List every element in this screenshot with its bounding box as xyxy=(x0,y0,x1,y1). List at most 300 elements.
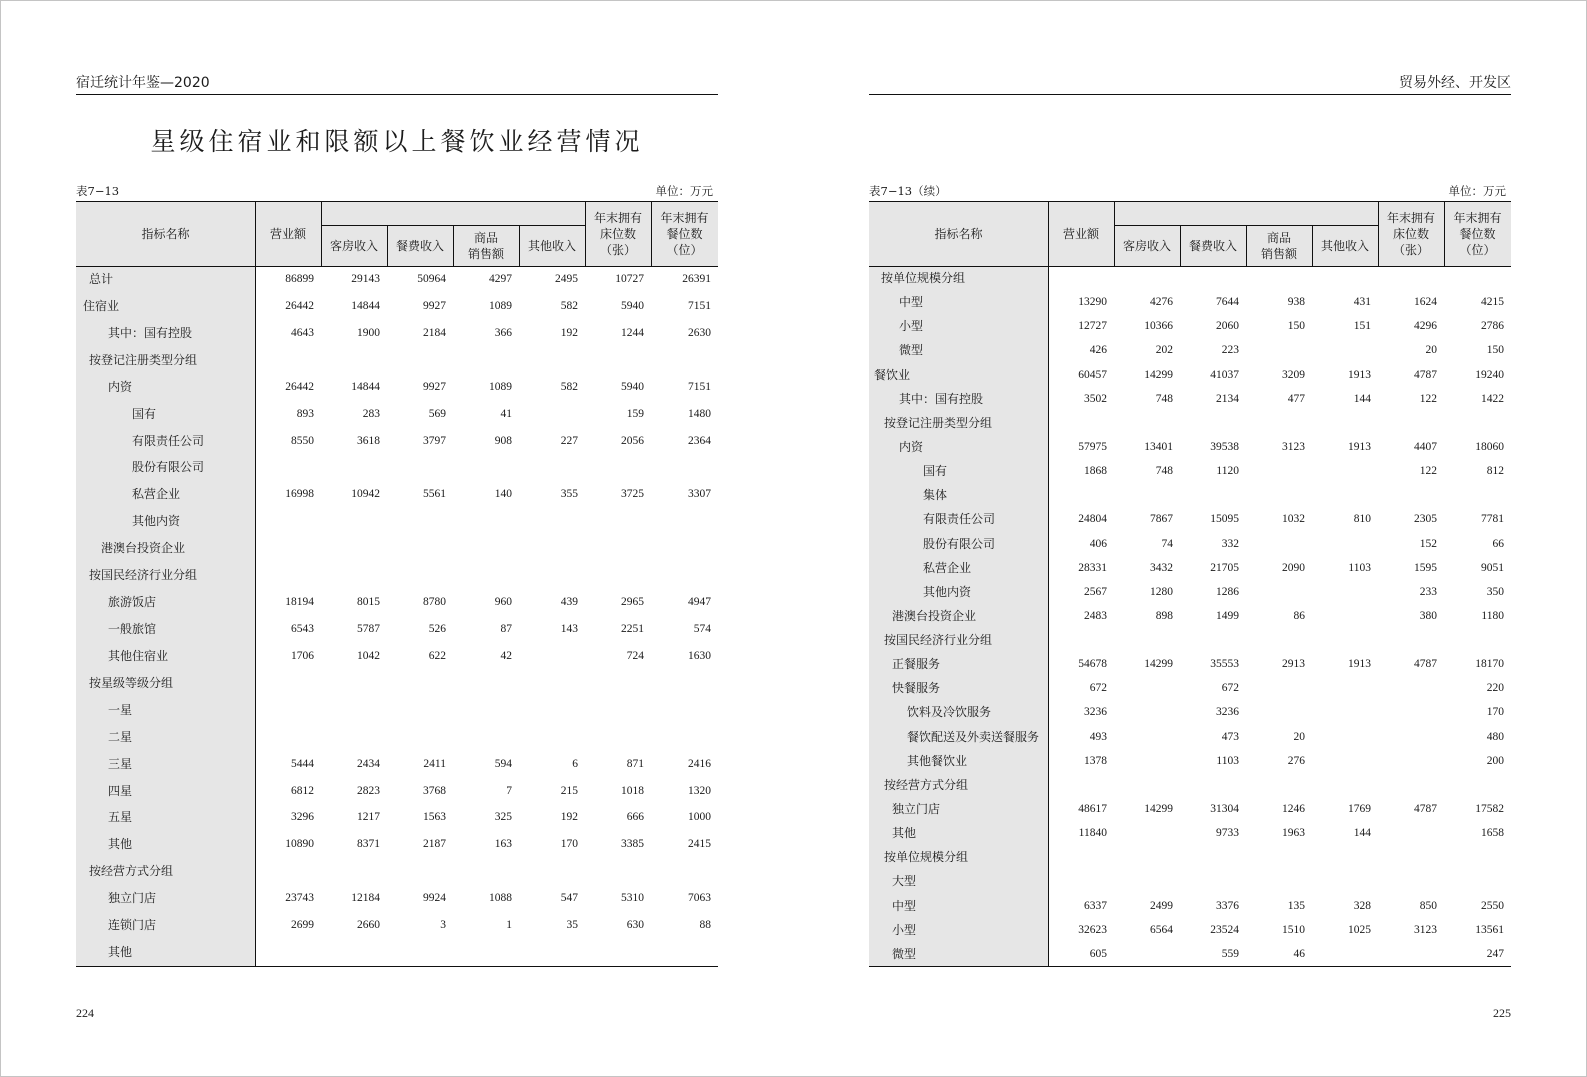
cell-food-income: 7644 xyxy=(1216,296,1239,309)
cell-beds: 3725 xyxy=(621,488,644,501)
cell-revenue: 12727 xyxy=(1078,320,1107,333)
cell-goods-sales: 1510 xyxy=(1282,923,1305,936)
cell-room-income: 13401 xyxy=(1144,440,1173,453)
cell-revenue: 10890 xyxy=(285,838,314,851)
cell-food-income: 1499 xyxy=(1216,609,1239,622)
cell-goods-sales: 1089 xyxy=(489,299,512,312)
unit-label: 单位：万元 xyxy=(655,184,713,198)
header-column-rule xyxy=(1444,201,1445,266)
cell-room-income: 4276 xyxy=(1150,296,1173,309)
cell-food-income: 9924 xyxy=(423,892,446,905)
cell-food-income: 39538 xyxy=(1210,440,1239,453)
unit-label: 单位：万元 xyxy=(1448,184,1506,198)
header-goods-sales-line: 商品 xyxy=(1266,230,1291,245)
cell-seats: 150 xyxy=(1486,344,1504,357)
row-label: 小型 xyxy=(899,319,924,334)
table-bottom-rule xyxy=(76,966,718,967)
cell-seats: 13561 xyxy=(1475,923,1504,936)
cell-other-income: 170 xyxy=(560,838,578,851)
table-row xyxy=(869,556,1511,580)
cell-revenue: 26442 xyxy=(285,299,314,312)
cell-seats: 220 xyxy=(1486,682,1504,695)
header-goods-sales-line: 商品 xyxy=(473,230,498,245)
cell-food-income: 1103 xyxy=(1216,754,1239,767)
cell-food-income: 2187 xyxy=(423,838,446,851)
header-room-income xyxy=(321,225,387,266)
cell-food-income: 23524 xyxy=(1210,923,1239,936)
cell-beds: 4787 xyxy=(1414,803,1437,816)
cell-goods-sales: 42 xyxy=(500,649,512,662)
header-goods-sales xyxy=(1246,225,1312,266)
table-row xyxy=(869,676,1511,700)
row-label: 中型 xyxy=(892,898,917,913)
statistics-table-continued xyxy=(869,201,1511,968)
cell-beds: 380 xyxy=(1419,609,1437,622)
cell-food-income: 3236 xyxy=(1216,706,1239,719)
cell-revenue: 605 xyxy=(1089,947,1107,960)
table-row xyxy=(76,939,718,966)
page-title: 星级住宿业和限额以上餐饮业经营情况 xyxy=(150,127,644,156)
cell-seats: 3307 xyxy=(688,488,711,501)
header-other-income xyxy=(1312,225,1378,266)
cell-room-income: 2823 xyxy=(357,784,380,797)
cell-seats: 574 xyxy=(693,623,711,635)
table-row xyxy=(76,454,718,481)
cell-beds: 122 xyxy=(1419,392,1437,405)
table-row xyxy=(76,481,718,508)
cell-revenue: 2483 xyxy=(1084,609,1107,622)
cell-seats: 350 xyxy=(1486,585,1504,598)
header-beds-line: （张） xyxy=(1392,242,1429,257)
cell-room-income: 8015 xyxy=(357,596,380,609)
cell-beds: 10727 xyxy=(615,273,644,285)
cell-revenue: 3236 xyxy=(1084,706,1107,719)
row-label: 餐饮配送及外卖送餐服务 xyxy=(907,729,1040,744)
cell-other-income: 582 xyxy=(560,380,578,393)
cell-other-income: 582 xyxy=(560,299,578,312)
cell-room-income: 1042 xyxy=(357,649,380,662)
table-row xyxy=(869,845,1511,869)
cell-seats: 1000 xyxy=(688,811,711,824)
cell-room-income: 10366 xyxy=(1144,320,1173,333)
header-revenue xyxy=(1048,201,1114,266)
cell-food-income: 672 xyxy=(1221,682,1239,695)
cell-room-income: 1217 xyxy=(357,811,380,824)
cell-revenue: 54678 xyxy=(1078,658,1107,671)
cell-beds: 5310 xyxy=(621,892,644,905)
header-beds-line: 床位数 xyxy=(599,226,636,241)
row-label: 内资 xyxy=(108,379,133,394)
table-row xyxy=(869,797,1511,821)
cell-food-income: 50964 xyxy=(417,273,446,285)
table-row xyxy=(76,266,718,293)
table-row xyxy=(76,912,718,939)
table-row xyxy=(76,697,718,724)
cell-goods-sales: 938 xyxy=(1287,296,1305,309)
cell-beds: 233 xyxy=(1419,585,1437,598)
row-label: 二星 xyxy=(108,729,133,744)
row-label: 大型 xyxy=(892,874,917,889)
cell-seats: 19240 xyxy=(1475,368,1504,381)
table-row xyxy=(76,535,718,562)
cell-beds: 3385 xyxy=(621,838,644,851)
cell-food-income: 2060 xyxy=(1216,320,1239,333)
cell-food-income: 1563 xyxy=(423,811,446,824)
row-label: 按国民经济行业分组 xyxy=(89,568,198,583)
table-row xyxy=(869,942,1511,966)
row-label: 股份有限公司 xyxy=(923,536,996,551)
cell-goods-sales: 163 xyxy=(494,838,512,851)
header-revenue xyxy=(255,201,321,266)
cell-room-income: 2434 xyxy=(357,757,380,770)
cell-goods-sales: 325 xyxy=(494,811,512,824)
cell-beds: 2965 xyxy=(621,596,644,609)
row-label: 国有 xyxy=(923,464,948,479)
cell-food-income: 9927 xyxy=(423,380,446,393)
table-row xyxy=(869,435,1511,459)
cell-beds: 1244 xyxy=(621,326,644,339)
table-row xyxy=(76,885,718,912)
cell-beds: 159 xyxy=(626,407,644,420)
cell-revenue: 26442 xyxy=(285,380,314,393)
cell-revenue: 16998 xyxy=(285,488,314,501)
row-label: 有限责任公司 xyxy=(923,512,996,527)
row-label: 连锁门店 xyxy=(108,918,157,933)
table-row xyxy=(76,670,718,697)
cell-beds: 2251 xyxy=(621,623,644,635)
table-body xyxy=(869,266,1511,966)
cell-seats: 247 xyxy=(1486,947,1504,960)
table-row xyxy=(869,869,1511,893)
cell-other-income: 151 xyxy=(1353,320,1371,333)
cell-beds: 152 xyxy=(1419,537,1437,550)
cell-beds: 1595 xyxy=(1414,561,1437,574)
cell-beds: 4296 xyxy=(1414,320,1437,333)
cell-goods-sales: 46 xyxy=(1293,947,1305,960)
header-revenue-label: 营业额 xyxy=(269,226,306,241)
cell-seats: 1630 xyxy=(688,649,711,662)
header-indicator xyxy=(76,201,255,266)
cell-revenue: 672 xyxy=(1089,682,1107,695)
header-goods-sales xyxy=(453,225,519,266)
header-column-rule xyxy=(1312,225,1313,266)
cell-food-income: 332 xyxy=(1221,537,1239,550)
header-column-rule xyxy=(1180,225,1181,266)
table-row xyxy=(76,428,718,455)
cell-goods-sales: 366 xyxy=(494,326,512,339)
table-bottom-rule xyxy=(869,966,1511,967)
header-column-rule xyxy=(1114,201,1115,266)
header-rule-right xyxy=(869,94,1511,95)
row-label: 三星 xyxy=(108,756,133,771)
row-label: 中型 xyxy=(899,295,924,310)
table-row xyxy=(76,320,718,347)
cell-revenue: 6543 xyxy=(291,623,314,635)
row-label: 餐饮业 xyxy=(874,367,911,382)
header-rule-left xyxy=(76,94,718,95)
table-row xyxy=(869,700,1511,724)
cell-revenue: 57975 xyxy=(1078,440,1107,453)
header-food-income xyxy=(387,225,453,266)
cell-food-income: 2134 xyxy=(1216,392,1239,405)
cell-room-income: 12184 xyxy=(351,892,380,905)
row-label: 独立门店 xyxy=(108,891,157,906)
cell-other-income: 1025 xyxy=(1348,923,1371,936)
cell-seats: 2550 xyxy=(1481,899,1504,912)
cell-revenue: 24804 xyxy=(1078,513,1107,526)
header-column-rule xyxy=(585,201,586,266)
cell-other-income: 547 xyxy=(560,892,578,905)
table-caption-right xyxy=(869,183,1511,199)
cell-food-income: 3 xyxy=(440,919,446,932)
row-label: 按星级等级分组 xyxy=(89,675,174,690)
header-room-income xyxy=(1114,225,1180,266)
cell-revenue: 406 xyxy=(1089,537,1107,550)
table-row xyxy=(76,508,718,535)
cell-room-income: 8371 xyxy=(357,838,380,851)
row-label: 一星 xyxy=(108,702,133,717)
cell-room-income: 14299 xyxy=(1144,368,1173,381)
cell-revenue: 86899 xyxy=(285,273,314,285)
header-column-rule xyxy=(453,225,454,266)
table-top-rule xyxy=(869,201,1511,202)
cell-revenue: 2699 xyxy=(291,919,314,932)
row-label: 按经营方式分组 xyxy=(884,777,969,792)
row-label: 小型 xyxy=(892,922,917,937)
cell-seats: 2416 xyxy=(688,757,711,770)
table-row xyxy=(869,652,1511,676)
cell-food-income: 559 xyxy=(1221,947,1239,960)
header-seats-line: 餐位数 xyxy=(666,226,703,241)
header-other-income xyxy=(519,225,585,266)
table-row xyxy=(869,532,1511,556)
table-caption-left xyxy=(76,183,718,199)
cell-seats: 9051 xyxy=(1481,561,1504,574)
cell-other-income: 1913 xyxy=(1348,368,1371,381)
header-food-income xyxy=(1180,225,1246,266)
cell-revenue: 13290 xyxy=(1078,296,1107,309)
cell-goods-sales: 3123 xyxy=(1282,440,1305,453)
cell-food-income: 9927 xyxy=(423,299,446,312)
table-row xyxy=(869,459,1511,483)
header-seats xyxy=(1444,201,1511,266)
cell-revenue: 18194 xyxy=(285,596,314,609)
cell-room-income: 6564 xyxy=(1150,923,1173,936)
cell-goods-sales: 276 xyxy=(1287,754,1305,767)
cell-goods-sales: 1032 xyxy=(1282,513,1305,526)
cell-room-income: 2660 xyxy=(357,919,380,932)
cell-other-income: 355 xyxy=(560,488,578,501)
table-row xyxy=(76,293,718,320)
cell-seats: 170 xyxy=(1486,706,1504,719)
cell-goods-sales: 150 xyxy=(1287,320,1305,333)
cell-seats: 4947 xyxy=(688,596,711,609)
cell-beds: 4787 xyxy=(1414,658,1437,671)
header-seats-line: （位） xyxy=(1459,242,1496,257)
row-label: 独立门店 xyxy=(892,802,941,817)
header-beds-line: 床位数 xyxy=(1392,226,1429,241)
cell-other-income: 1769 xyxy=(1348,803,1371,816)
table-row xyxy=(869,918,1511,942)
cell-seats: 18060 xyxy=(1475,440,1504,453)
cell-food-income: 31304 xyxy=(1210,803,1239,816)
cell-beds: 4787 xyxy=(1414,368,1437,381)
row-label: 四星 xyxy=(108,783,133,798)
cell-room-income: 14844 xyxy=(351,380,380,393)
cell-goods-sales: 2913 xyxy=(1282,658,1305,671)
cell-food-income: 35553 xyxy=(1210,658,1239,671)
cell-room-income: 5787 xyxy=(357,623,380,635)
table-row xyxy=(76,347,718,374)
header-seats-line: 年末拥有 xyxy=(660,210,709,225)
cell-seats: 7151 xyxy=(688,299,711,312)
table-row xyxy=(76,804,718,831)
row-label: 按经营方式分组 xyxy=(89,864,174,879)
cell-other-income: 227 xyxy=(560,434,578,447)
table-row xyxy=(76,401,718,428)
row-label: 有限责任公司 xyxy=(132,433,205,448)
row-label: 按国民经济行业分组 xyxy=(884,633,993,648)
cell-revenue: 60457 xyxy=(1078,368,1107,381)
cell-other-income: 328 xyxy=(1353,899,1371,912)
cell-goods-sales: 1088 xyxy=(489,892,512,905)
cell-goods-sales: 4297 xyxy=(489,273,512,285)
cell-beds: 630 xyxy=(626,919,644,932)
header-income-group xyxy=(1114,201,1378,225)
cell-revenue: 28331 xyxy=(1078,561,1107,574)
row-label: 其他内资 xyxy=(132,514,181,529)
table-row xyxy=(76,589,718,616)
cell-goods-sales: 7 xyxy=(506,784,512,797)
cell-food-income: 3768 xyxy=(423,784,446,797)
cell-beds: 3123 xyxy=(1414,923,1437,936)
cell-revenue: 3296 xyxy=(291,811,314,824)
cell-other-income: 1913 xyxy=(1348,658,1371,671)
cell-seats: 7063 xyxy=(688,892,711,905)
cell-revenue: 8550 xyxy=(291,434,314,447)
header-column-rule xyxy=(321,201,322,266)
cell-beds: 1624 xyxy=(1414,296,1437,309)
cell-revenue: 493 xyxy=(1089,730,1107,743)
header-indicator xyxy=(869,201,1048,266)
header-column-rule xyxy=(1378,201,1379,266)
cell-room-income: 283 xyxy=(362,407,380,420)
cell-beds: 1018 xyxy=(621,784,644,797)
cell-beds: 2305 xyxy=(1414,513,1437,526)
cell-revenue: 893 xyxy=(296,407,314,420)
cell-other-income: 192 xyxy=(560,811,578,824)
cell-other-income: 144 xyxy=(1353,827,1371,840)
table-label: 表7−13 xyxy=(76,184,120,198)
cell-seats: 480 xyxy=(1486,730,1504,743)
cell-room-income: 202 xyxy=(1155,344,1173,357)
table-body xyxy=(76,266,718,966)
header-seats-line: 餐位数 xyxy=(1459,226,1496,241)
table-label: 表7−13（续） xyxy=(869,184,947,198)
header-beds-line: 年末拥有 xyxy=(593,210,642,225)
cell-room-income: 748 xyxy=(1155,392,1173,405)
row-label: 其他 xyxy=(892,826,917,841)
row-label: 其中：国有控股 xyxy=(108,325,193,340)
cell-goods-sales: 477 xyxy=(1287,392,1305,405)
table-row xyxy=(76,751,718,778)
row-label: 国有 xyxy=(132,406,157,421)
cell-goods-sales: 2090 xyxy=(1282,561,1305,574)
cell-revenue: 5444 xyxy=(291,757,314,770)
row-label: 其他住宿业 xyxy=(108,648,169,663)
row-label: 其他餐饮业 xyxy=(907,753,968,768)
cell-goods-sales: 86 xyxy=(1293,609,1305,622)
row-label: 私营企业 xyxy=(923,560,972,575)
row-label: 其他 xyxy=(108,837,133,852)
header-goods-sales-line: 销售额 xyxy=(1260,246,1297,261)
cell-room-income: 14299 xyxy=(1144,803,1173,816)
cell-other-income: 439 xyxy=(560,596,578,609)
cell-revenue: 426 xyxy=(1089,344,1107,357)
cell-room-income: 2499 xyxy=(1150,899,1173,912)
page-number-left: 224 xyxy=(76,1006,94,1020)
cell-seats: 66 xyxy=(1492,537,1504,550)
row-label: 其中：国有控股 xyxy=(899,391,984,406)
table-row xyxy=(869,894,1511,918)
row-label: 总计 xyxy=(89,272,114,286)
cell-food-income: 2184 xyxy=(423,326,446,339)
header-food-income-label: 餐费收入 xyxy=(1188,238,1237,253)
table-row xyxy=(869,387,1511,411)
header-room-income-label: 客房收入 xyxy=(1122,238,1171,253)
cell-revenue: 3502 xyxy=(1084,392,1107,405)
cell-revenue: 32623 xyxy=(1078,923,1107,936)
table-row xyxy=(869,363,1511,387)
cell-seats: 7151 xyxy=(688,380,711,393)
header-column-rule xyxy=(1246,225,1247,266)
row-label: 股份有限公司 xyxy=(132,460,205,475)
table-row xyxy=(869,507,1511,531)
table-row xyxy=(76,374,718,401)
table-row xyxy=(76,778,718,805)
cell-goods-sales: 140 xyxy=(494,488,512,501)
row-label: 按登记注册类型分组 xyxy=(884,415,993,430)
cell-beds: 5940 xyxy=(621,299,644,312)
cell-seats: 2415 xyxy=(688,838,711,851)
cell-food-income: 21705 xyxy=(1210,561,1239,574)
header-indicator-label: 指标名称 xyxy=(934,226,983,241)
cell-seats: 200 xyxy=(1486,754,1504,767)
cell-goods-sales: 1089 xyxy=(489,380,512,393)
cell-goods-sales: 20 xyxy=(1293,730,1305,743)
row-label: 一般旅馆 xyxy=(108,622,157,636)
header-column-rule xyxy=(387,225,388,266)
cell-beds: 2056 xyxy=(621,434,644,447)
cell-other-income: 192 xyxy=(560,326,578,339)
cell-revenue: 1706 xyxy=(291,649,314,662)
cell-other-income: 143 xyxy=(560,623,578,635)
table-row xyxy=(869,628,1511,652)
cell-room-income: 74 xyxy=(1161,537,1173,550)
header-indicator-label: 指标名称 xyxy=(141,226,190,241)
cell-food-income: 2411 xyxy=(423,757,446,770)
row-label: 其他内资 xyxy=(923,584,972,599)
header-beds xyxy=(1378,201,1444,266)
cell-goods-sales: 87 xyxy=(500,623,512,635)
cell-room-income: 748 xyxy=(1155,465,1173,478)
table-row xyxy=(869,749,1511,773)
cell-food-income: 622 xyxy=(428,649,446,662)
cell-beds: 724 xyxy=(626,649,644,662)
cell-room-income: 7867 xyxy=(1150,513,1173,526)
cell-seats: 1180 xyxy=(1481,609,1504,622)
row-label: 按单位规模分组 xyxy=(881,271,966,285)
